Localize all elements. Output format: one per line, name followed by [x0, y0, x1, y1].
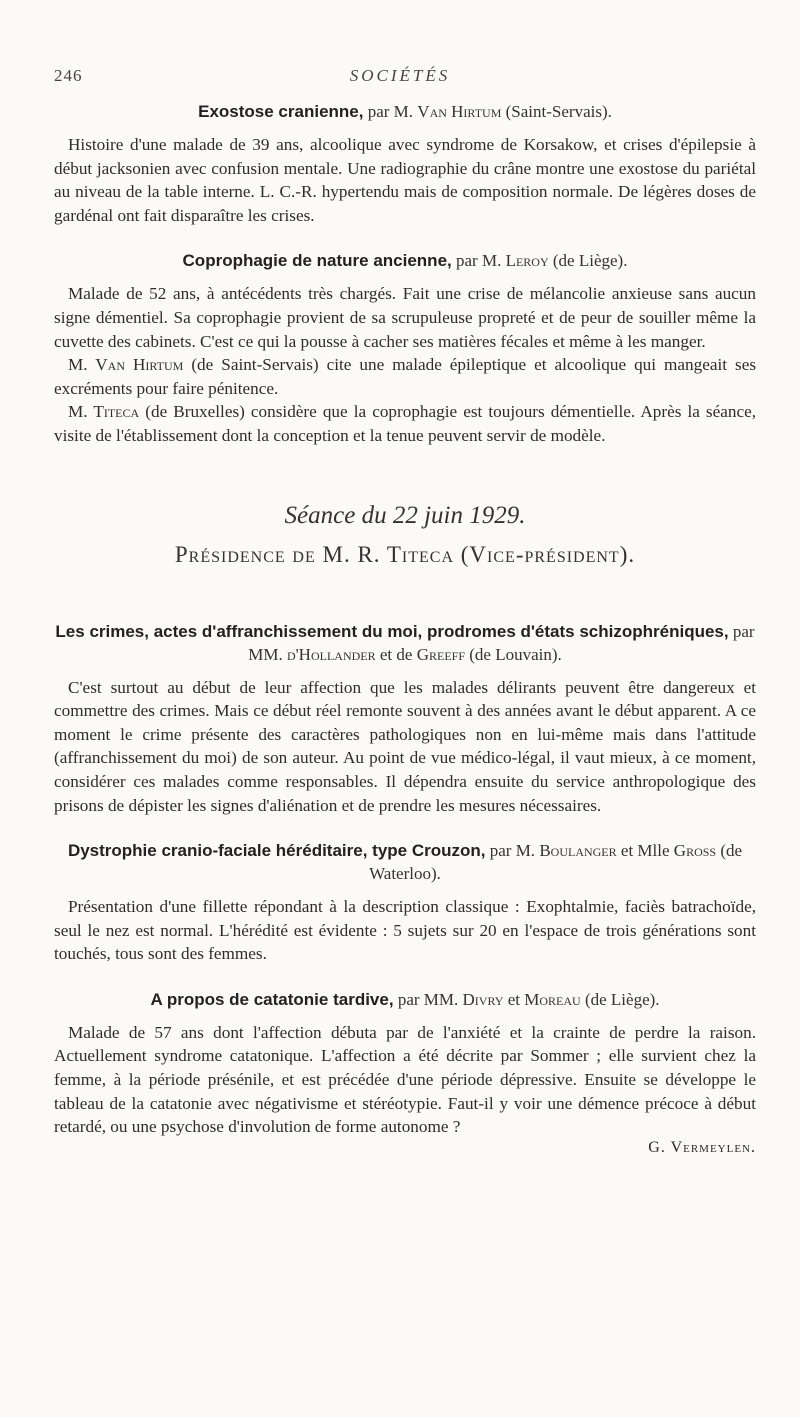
title-place: (de Liège).	[552, 251, 628, 271]
title-author: d'Hollander	[286, 644, 376, 664]
section-title-exostose	[54, 100, 756, 123]
paragraph-text: (de Saint-Servais) cite une malade épileptique et alcoolique qui mangeait ses excréments pour faire pénitence.	[54, 355, 757, 398]
section-title-crimes	[54, 620, 756, 666]
title-by: par MM.	[397, 989, 459, 1009]
title-author: Van Hirtum	[417, 102, 502, 121]
section-title-coprophagie	[54, 249, 756, 272]
page-header	[54, 66, 746, 92]
section-title-dystrophie	[54, 839, 756, 885]
title-author: Gross	[673, 841, 717, 861]
title-by: par MM.	[248, 621, 755, 664]
title-place: (de Liège).	[584, 989, 660, 1009]
title-place: (Saint-Servais).	[505, 102, 612, 121]
title-author: Leroy	[505, 251, 549, 271]
speaker-name: M. Titeca	[68, 402, 140, 422]
title-by: par M.	[367, 102, 414, 121]
paragraph-text: (de Bruxelles) considère que la coprophagie est toujours démentielle. Après la séance, visite de l'établissement dont la conception et la tenue peuvent servir de modèle.	[54, 402, 757, 445]
paragraph: Malade de 57 ans dont l'affection débuta par de l'anxiété et la crainte de perdre la raison. Actuellement syndrome catatonique. L'affection a été décrite par Sommer ; elle survient chez la femme, à la période présénile, et est précédée d'une période dépressive. Ensuite se développe le tableau de la catatonie avec négativisme et stéréotypie. Faut-il y voir une démence précoce à début retardé, ou une psychose d'involution de forme autonome ?	[54, 1022, 756, 1137]
article-body	[54, 100, 756, 1157]
paragraph: Malade de 52 ans, à antécédents très chargés. Fait une crise de mélancolie anxieuse sans aucun signe démentiel. Sa coprophagie provient de sa scrupuleuse propreté et de peur de souiller même la cuvette des cabinets. C'est ce qui la pousse à cacher ses matières fécales et même à les manger.	[54, 284, 756, 351]
paragraph: Histoire d'une malade de 39 ans, alcoolique avec syndrome de Korsakow, et crises d'épilepsie à début jacksonien avec confusion mentale. Une radiographie du crâne montre une exostose du pariétal au niveau de la table interne. L. C.-R. hypertendu mais de composition normale. De légères doses de gardénal ont fait disparaître les crises.	[54, 135, 756, 225]
paragraph	[54, 353, 756, 400]
title-place: (de Louvain).	[469, 644, 562, 664]
title-bold: Coprophagie de nature ancienne,	[182, 251, 452, 271]
title-and: et de	[379, 644, 413, 664]
running-title: SOCIÉTÉS	[349, 66, 451, 85]
signature: G. Vermeylen.	[648, 1138, 756, 1156]
title-by: par M.	[489, 841, 536, 861]
title-bold: Dystrophie cranio-faciale héréditaire, type Crouzon,	[67, 841, 486, 861]
page-number: 246	[54, 66, 83, 85]
title-bold: Les crimes, actes d'affranchissement du moi, prodromes d'états schizophréniques,	[55, 621, 729, 641]
title-and: et	[507, 989, 520, 1009]
title-bold: A propos de catatonie tardive,	[150, 989, 394, 1009]
title-author: Moreau	[524, 989, 581, 1009]
title-author: Greeff	[416, 644, 465, 664]
paragraph: C'est surtout au début de leur affection que les malades délirants peuvent être dangereux et commettre des crimes. Mais ce début réel remonte souvent à des années avant le début apparent. A ce moment le crime présente des caractères pathologiques non en lui-même mais dans l'attitude (affranchissement du moi) de son auteur. Au point de vue médico-légal, il vaut mieux, à ce moment, considérer ces malades comme responsables. Il dépendra ensuite du service anthropologique des prisons de dépister les signes d'aliénation et de prendre les mesures nécessaires.	[54, 677, 756, 815]
section-title-catatonie	[54, 988, 756, 1011]
title-author: Boulanger	[539, 841, 617, 861]
title-author: Divry	[462, 989, 504, 1009]
seance-title: Séance du 22 juin 1929.	[284, 501, 526, 529]
title-place: (de Waterloo).	[369, 841, 743, 884]
paragraph	[54, 400, 756, 447]
title-by: par M.	[456, 251, 502, 271]
paragraph: Présentation d'une fillette répondant à la description classique : Exophtalmie, faciès batrachoïde, seul le nez est normal. L'hérédité est évidente : 5 sujets sur 20 en l'espace de trois générations sont touchés, tous sont des femmes.	[54, 897, 756, 964]
title-bold: Exostose cranienne,	[198, 102, 364, 121]
title-and: et Mlle	[620, 841, 670, 861]
presidence-line: Présidence de M. R. Titeca (Vice-président).	[174, 541, 636, 567]
speaker-name: M. Van Hirtum	[68, 355, 184, 375]
